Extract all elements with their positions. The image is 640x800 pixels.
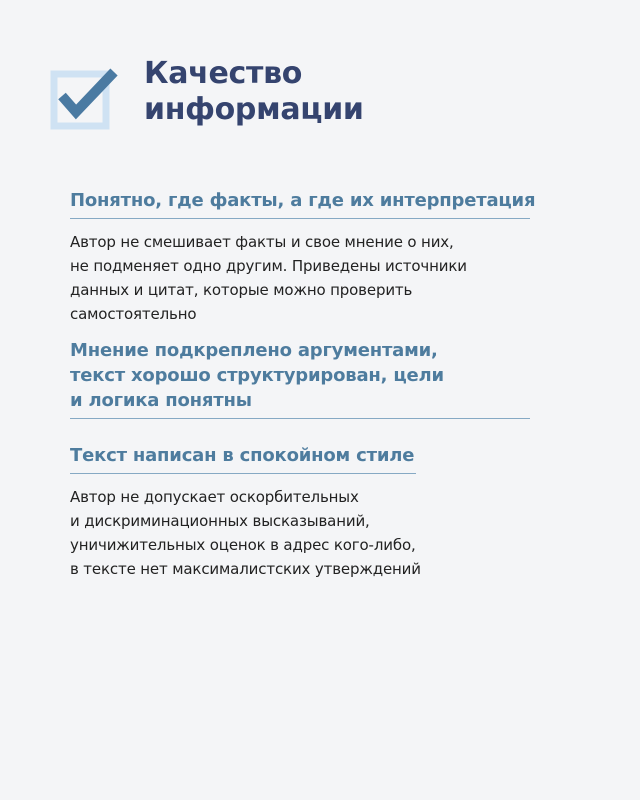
section-heading-line: Понятно, где факты, а где их интерпретация	[70, 190, 536, 211]
section-heading-line: и логика понятны	[70, 390, 252, 411]
divider	[70, 418, 530, 419]
body-line: Автор не допускает оскорбительных	[70, 488, 359, 506]
header	[50, 56, 610, 136]
body-line: не подменяет одно другим. Приведены источники	[70, 257, 467, 275]
body-line: данных и цитат, которые можно проверить	[70, 281, 413, 299]
section-calm-style	[70, 443, 540, 581]
divider	[70, 473, 416, 474]
section-heading-line: Текст написан в спокойном стиле	[70, 445, 415, 466]
section-heading	[70, 188, 540, 213]
section-heading-line: текст хорошо структурирован, цели	[70, 365, 444, 386]
checkbox-checked-icon	[50, 62, 122, 130]
section-heading	[70, 443, 540, 468]
page-title	[144, 56, 364, 128]
section-facts-interpretation	[70, 188, 540, 326]
section-arguments-structure	[70, 338, 540, 419]
section-heading	[70, 338, 540, 413]
section-body	[70, 485, 540, 581]
body-line: Автор не смешивает факты и свое мнение о них,	[70, 233, 454, 251]
body-line: самостоятельно	[70, 305, 197, 323]
body-line: в тексте нет максималистских утверждений	[70, 560, 421, 578]
body-line: и дискриминационных высказываний,	[70, 512, 370, 530]
section-body	[70, 230, 540, 326]
title-line-1: Качество	[144, 56, 303, 91]
section-heading-line: Мнение подкреплено аргументами,	[70, 340, 438, 361]
divider	[70, 218, 530, 219]
body-line: уничижительных оценок в адрес кого-либо,	[70, 536, 416, 554]
title-line-2: информации	[144, 92, 364, 127]
